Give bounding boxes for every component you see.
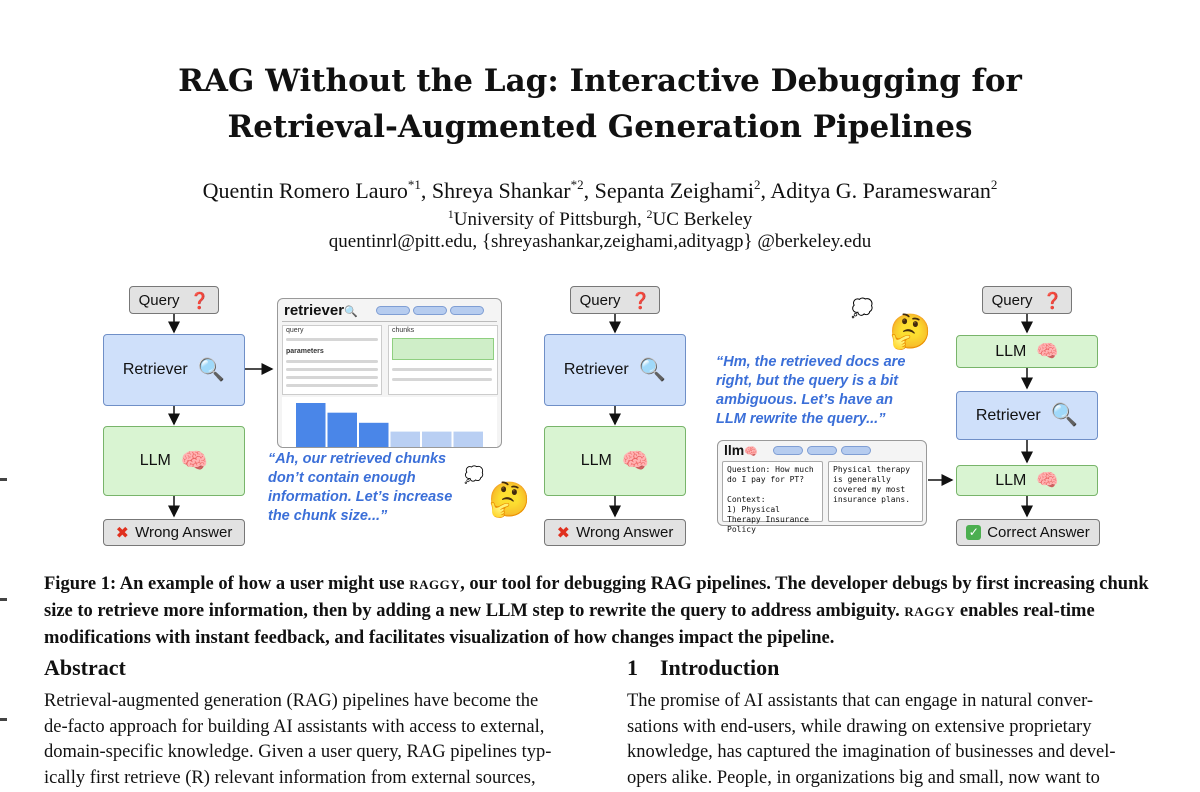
query-box: [129, 286, 219, 314]
llm-rewrite-box: [956, 335, 1098, 368]
check-icon: ✓: [966, 525, 981, 540]
thought-bubble-icon: 💭: [851, 298, 874, 319]
intro-line: knowledge, has captured the imagination of businesses and devel-: [627, 742, 1116, 762]
chunk-bar: [328, 413, 358, 447]
magnifier-icon: 🔍: [197, 357, 226, 383]
thinking-face-icon: 🤔: [488, 480, 531, 520]
panel-line: [392, 378, 492, 381]
author-name: Sepanta Zeighami: [594, 178, 755, 203]
question-icon: ❓: [630, 290, 651, 310]
query-box: [982, 286, 1072, 314]
magnifier-icon: 🔍: [638, 357, 667, 383]
llm-label: LLM: [580, 452, 612, 469]
section-number: 1: [627, 655, 638, 680]
llm-input-text: Question: How much do I pay for PT? Context: 1) Physical Therapy Insurance Policy: [722, 461, 823, 522]
panel-left-card: [282, 325, 382, 395]
llm-label: LLM: [995, 342, 1027, 360]
chunk-bar: [391, 432, 421, 447]
llm-box: [956, 465, 1098, 496]
retriever-box: [956, 391, 1098, 440]
question-icon: ❓: [1042, 290, 1063, 310]
chunk-bar: [359, 423, 389, 447]
affil-sup: 1: [447, 207, 454, 221]
abstract-heading: Abstract: [44, 655, 126, 680]
llm-ui-panel: [717, 440, 927, 534]
author-name: Aditya G. Parameswaran: [770, 178, 991, 203]
caption-tool-name: raggy: [904, 601, 956, 621]
panel-divider: [282, 321, 497, 322]
author-name: Quentin Romero Lauro: [202, 178, 408, 203]
panel-pill: [450, 306, 484, 315]
retriever-label: Retriever: [563, 361, 629, 378]
panel-title: [284, 302, 358, 319]
correct-answer-box: [956, 519, 1100, 546]
affil-berkeley: UC Berkeley: [652, 209, 753, 230]
correct-answer-label: Correct Answer: [987, 524, 1090, 541]
margin-tick: [0, 718, 7, 721]
chunk-bar-chart: [282, 397, 497, 447]
retriever-box: [103, 334, 245, 406]
llm-label: LLM: [995, 471, 1027, 489]
caption-mid: , our tool for debugging RAG pipelines. The developer debugs by first increasing chunk size to retrieve more information, then by adding a new LLM step to rewrite the query to address ambiguity.: [44, 574, 1149, 621]
retriever-label: Retriever: [975, 406, 1041, 424]
affil-pitt: University of Pittsburgh,: [453, 209, 647, 230]
panel-query-label: query: [286, 327, 304, 334]
title-line-1: RAG Without the Lag: Interactive Debugging for: [178, 63, 1022, 99]
panel-title-text: retriever: [284, 302, 345, 319]
retriever-label: Retriever: [122, 361, 188, 378]
panel-title-text: llm: [724, 442, 745, 458]
brain-icon: 🧠: [621, 448, 650, 474]
intro-heading: [627, 655, 779, 681]
intro-line: The promise of AI assistants that can engage in natural conver-: [627, 691, 1094, 711]
panel-line: [286, 338, 378, 341]
wrong-answer-label: Wrong Answer: [135, 524, 233, 541]
chunk-bar: [454, 432, 484, 447]
paper-title: [0, 58, 1200, 150]
abstract-line: de-facto approach for building AI assistants with access to external,: [44, 716, 545, 737]
abstract-line: Retrieval-augmented generation (RAG) pipelines have become the: [44, 691, 539, 711]
llm-output-text: Physical therapy is generally covered my most insurance plans.: [828, 461, 923, 522]
panel-line: [392, 368, 492, 371]
question-icon: ❓: [189, 290, 210, 310]
panel-line: [286, 368, 378, 371]
panel-right-card: [388, 325, 498, 395]
brain-icon: 🧠: [1036, 470, 1059, 491]
cross-icon: ✖: [556, 523, 571, 542]
wrong-answer-box: [544, 519, 686, 546]
llm-box: [544, 426, 686, 496]
margin-tick: [0, 598, 7, 601]
intro-line: sations with end-users, while drawing on extensive proprietary: [627, 716, 1092, 737]
quote-rewrite-query: “Hm, the retrieved docs are right, but the query is a bit ambiguous. Let’s have an LLM rewrite the query...”: [716, 354, 906, 427]
chunk-highlight: [392, 338, 494, 360]
wrong-answer-label: Wrong Answer: [576, 524, 674, 541]
author-sup: *1: [407, 177, 421, 192]
section-title: Introduction: [660, 655, 780, 680]
cross-icon: ✖: [115, 523, 130, 542]
intro-body: [627, 689, 1147, 791]
llm-label: LLM: [139, 452, 171, 469]
query-label: Query: [138, 291, 180, 309]
brain-icon: 🧠: [180, 448, 209, 474]
panel-pill: [807, 446, 837, 455]
magnifier-icon: 🔍: [344, 305, 358, 318]
brain-icon: 🧠: [1036, 341, 1059, 362]
author-list: Quentin Romero Lauro$^{*1}$, Shreya Shankar$^{*2}$, Sepanta Zeighami$^2$, Aditya G. Parameswaran$^2$: [202, 177, 998, 203]
intro-line: opers alike. People, in organizations big and small, now want to: [627, 767, 1100, 788]
affil-sup: 2: [646, 207, 653, 221]
magnifier-icon: 🔍: [1050, 403, 1079, 428]
quote-chunk-size: “Ah, our retrieved chunks don’t contain enough information. Let’s increase the chunk size...”: [268, 451, 453, 524]
caption-tool-name: raggy: [409, 574, 461, 594]
figure-1: [0, 278, 1200, 556]
query-label: Query: [991, 291, 1033, 309]
panel-chunks-label: chunks: [392, 327, 415, 334]
author-sup: 2: [754, 177, 761, 192]
author-emails: quentinrl@pitt.edu, {shreyashankar,zeighami,adityagp} @berkeley.edu: [328, 231, 872, 252]
panel-pill: [413, 306, 447, 315]
panel-line: [286, 360, 378, 363]
author-sup: 2: [990, 177, 998, 192]
abstract-line: ically first retrieve (R) relevant information from external sources,: [44, 767, 536, 788]
chunk-bar: [296, 403, 326, 447]
wrong-answer-box: [103, 519, 245, 546]
retriever-ui-panel: [277, 298, 502, 448]
figure-caption: [44, 571, 1159, 652]
query-label: Query: [579, 291, 621, 309]
panel-pill: [773, 446, 803, 455]
panel-pill: [841, 446, 871, 455]
panel-line: [286, 384, 378, 387]
query-box: [570, 286, 660, 314]
panel-pill: [376, 306, 410, 315]
title-line-2: Retrieval-Augmented Generation Pipelines: [227, 109, 973, 145]
caption-prefix: Figure 1: An example of how a user might use: [44, 574, 410, 594]
abstract-body: [44, 689, 564, 791]
panel-parameters-label: parameters: [286, 348, 324, 355]
panel-line: [286, 376, 378, 379]
brain-icon: 🧠: [744, 445, 758, 458]
panel-title: [724, 442, 758, 458]
thought-bubble-icon: 💭: [464, 465, 484, 484]
retriever-box: [544, 334, 686, 406]
author-sup: *2: [570, 177, 584, 192]
caption-suffix: enables real-time modifications with instant feedback, and facilitates visualization of how changes impact the pipeline.: [44, 601, 1095, 648]
chunk-bar: [422, 432, 452, 447]
abstract-line: domain-specific knowledge. Given a user query, RAG pipelines typ-: [44, 742, 552, 762]
thinking-face-icon: 🤔: [889, 312, 932, 352]
author-name: Shreya Shankar: [431, 178, 571, 203]
llm-box: [103, 426, 245, 496]
